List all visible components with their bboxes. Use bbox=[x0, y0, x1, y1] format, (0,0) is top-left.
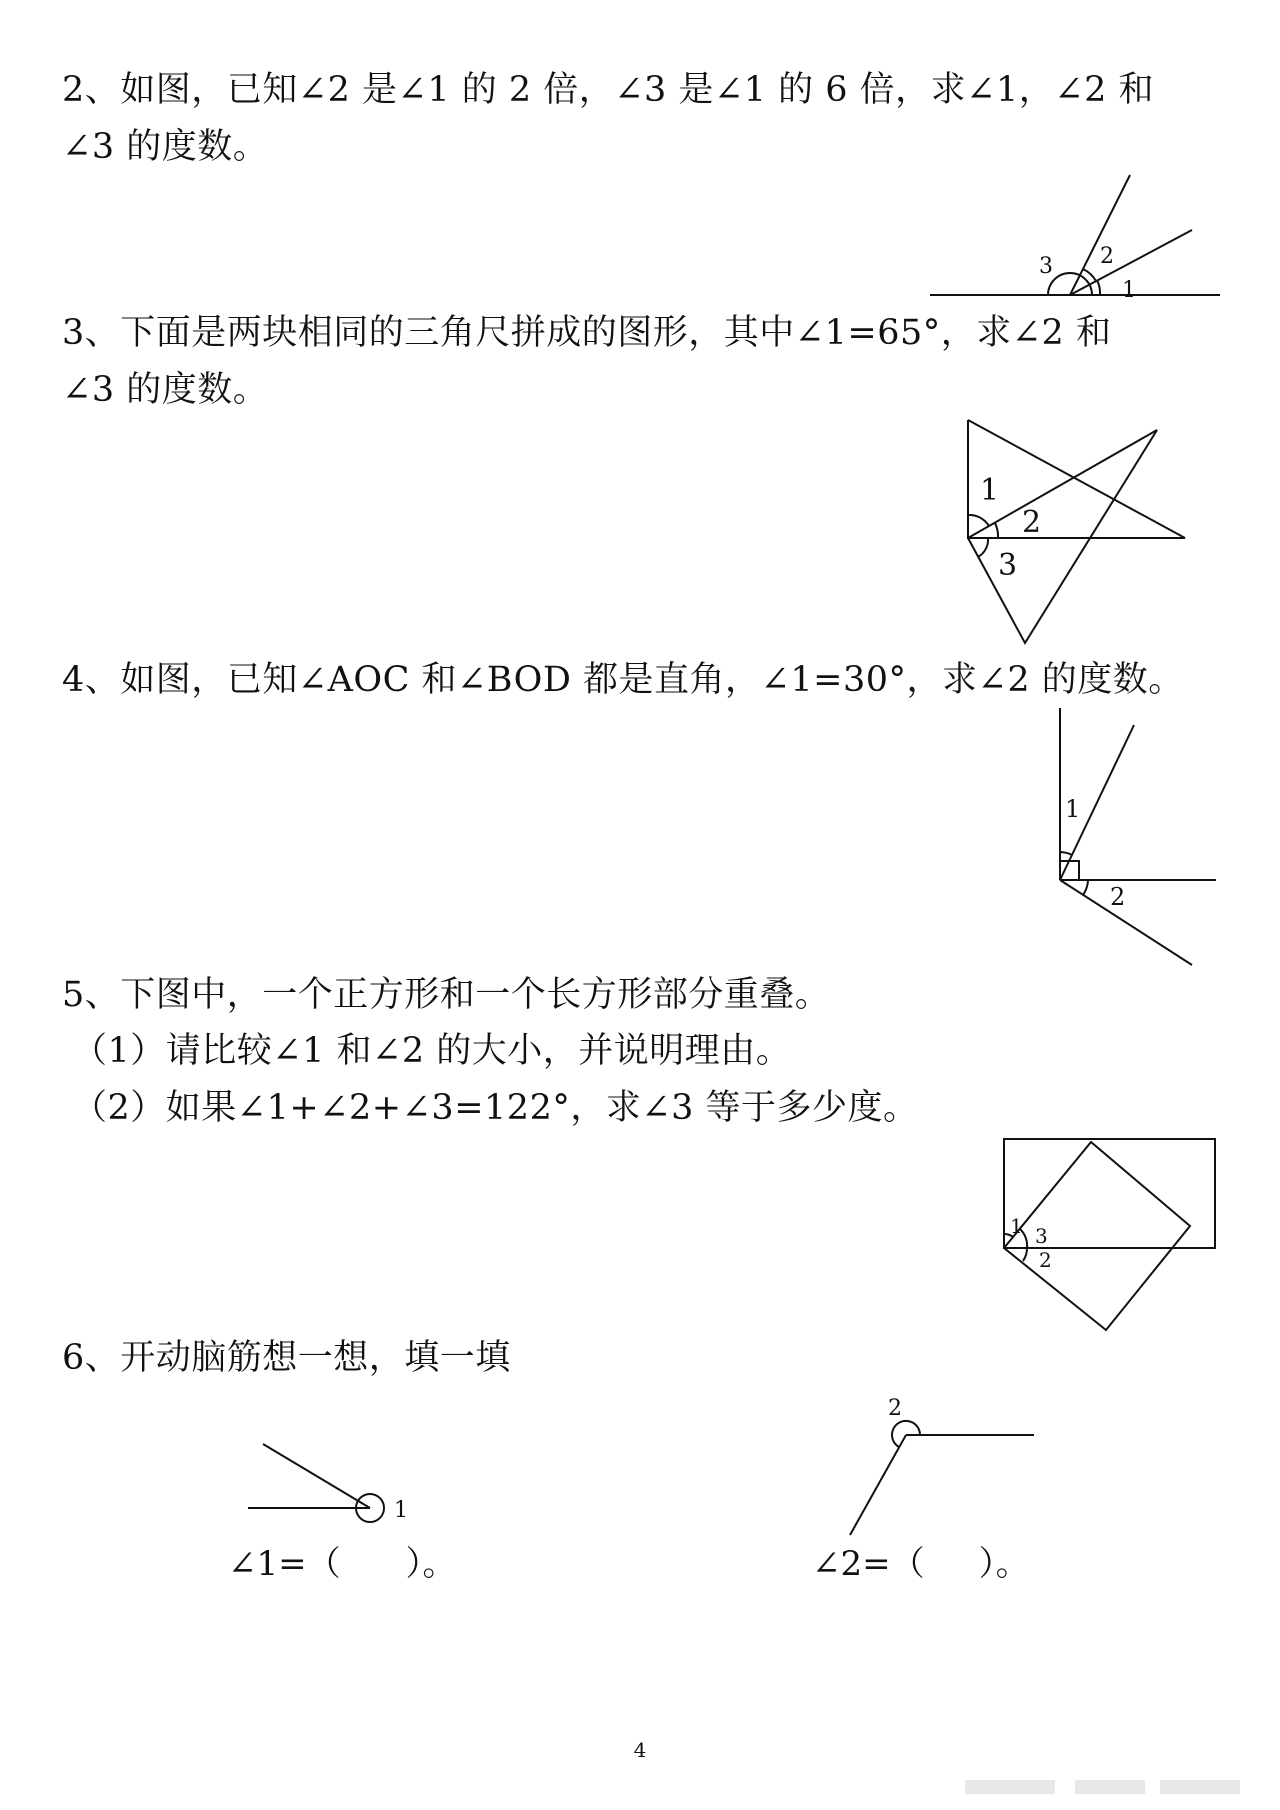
problem-6-figure-2 bbox=[840, 1395, 1050, 1545]
angle-3-arc bbox=[978, 538, 988, 557]
angle-label-2: 2 bbox=[1110, 883, 1126, 911]
problem-5-line-1: 5、下图中，一个正方形和一个长方形部分重叠。 bbox=[62, 975, 831, 1015]
angle-label-2: 2 bbox=[1039, 1248, 1052, 1272]
problem-3-line-2: ∠3 的度数。 bbox=[62, 370, 269, 410]
angle-2-arc bbox=[995, 523, 998, 538]
problem-3-figure bbox=[960, 415, 1200, 655]
angle-label-1: 1 bbox=[394, 1498, 408, 1523]
problem-4-line-1: 4、如图，已知∠AOC 和∠BOD 都是直角，∠1=30°，求∠2 的度数。 bbox=[62, 660, 1184, 700]
problem-6-figure-1 bbox=[240, 1435, 420, 1523]
answer-blank-2[interactable]: ∠2=（ ）。 bbox=[812, 1544, 1030, 1584]
angle-label-2: 2 bbox=[888, 1396, 902, 1421]
triangle-ruler-2 bbox=[968, 430, 1157, 643]
angle-label-3: 3 bbox=[1035, 1224, 1048, 1248]
ray-od bbox=[1060, 880, 1192, 965]
right-angle-mark bbox=[1060, 861, 1079, 880]
problem-5-line-2: （1）请比较∠1 和∠2 的大小，并说明理由。 bbox=[72, 1031, 792, 1071]
problem-5-figure bbox=[1000, 1135, 1230, 1335]
watermark-bar-1 bbox=[965, 1780, 1055, 1794]
angle-2-arc bbox=[1083, 880, 1088, 895]
angle-2-arc bbox=[1023, 1248, 1027, 1261]
problem-2-figure bbox=[920, 170, 1240, 303]
problem-3-line-1: 3、下面是两块相同的三角尺拼成的图形，其中∠1=65°，求∠2 和 bbox=[62, 313, 1112, 353]
square bbox=[1004, 1142, 1190, 1330]
angle-label-2: 2 bbox=[1100, 244, 1114, 269]
angle-label-1: 1 bbox=[1122, 278, 1136, 303]
ray-slanted bbox=[850, 1435, 906, 1535]
angle-label-1: 1 bbox=[1065, 795, 1081, 823]
angle-2-arc bbox=[892, 1421, 920, 1447]
angle-label-3: 3 bbox=[1039, 254, 1053, 279]
ray-slanted bbox=[263, 1444, 370, 1508]
answer-blank-1[interactable]: ∠1=（ ）。 bbox=[228, 1544, 457, 1584]
watermark-bar-2 bbox=[1075, 1780, 1145, 1794]
problem-2-line-2: ∠3 的度数。 bbox=[62, 127, 269, 167]
angle-3-arc bbox=[1048, 273, 1092, 295]
problem-5-line-3: （2）如果∠1+∠2+∠3=122°，求∠3 等于多少度。 bbox=[72, 1088, 919, 1128]
angle-1-arc bbox=[1060, 852, 1072, 855]
page-number: 4 bbox=[633, 1738, 647, 1762]
angle-1-arc bbox=[968, 515, 989, 526]
angle-label-1: 1 bbox=[1010, 1214, 1023, 1238]
problem-6-line-1: 6、开动脑筋想一想，填一填 bbox=[62, 1338, 511, 1378]
angle-label-1: 1 bbox=[980, 473, 1000, 508]
problem-2-line-1: 2、如图，已知∠2 是∠1 的 2 倍，∠3 是∠1 的 6 倍，求∠1，∠2 和 bbox=[62, 70, 1155, 110]
problem-4-figure bbox=[1050, 705, 1230, 965]
ray-steep bbox=[1070, 175, 1130, 295]
angle-1-arc bbox=[1097, 280, 1100, 295]
watermark-bar-3 bbox=[1160, 1780, 1240, 1794]
angle-label-3: 3 bbox=[998, 548, 1018, 583]
angle-label-2: 2 bbox=[1022, 505, 1042, 540]
